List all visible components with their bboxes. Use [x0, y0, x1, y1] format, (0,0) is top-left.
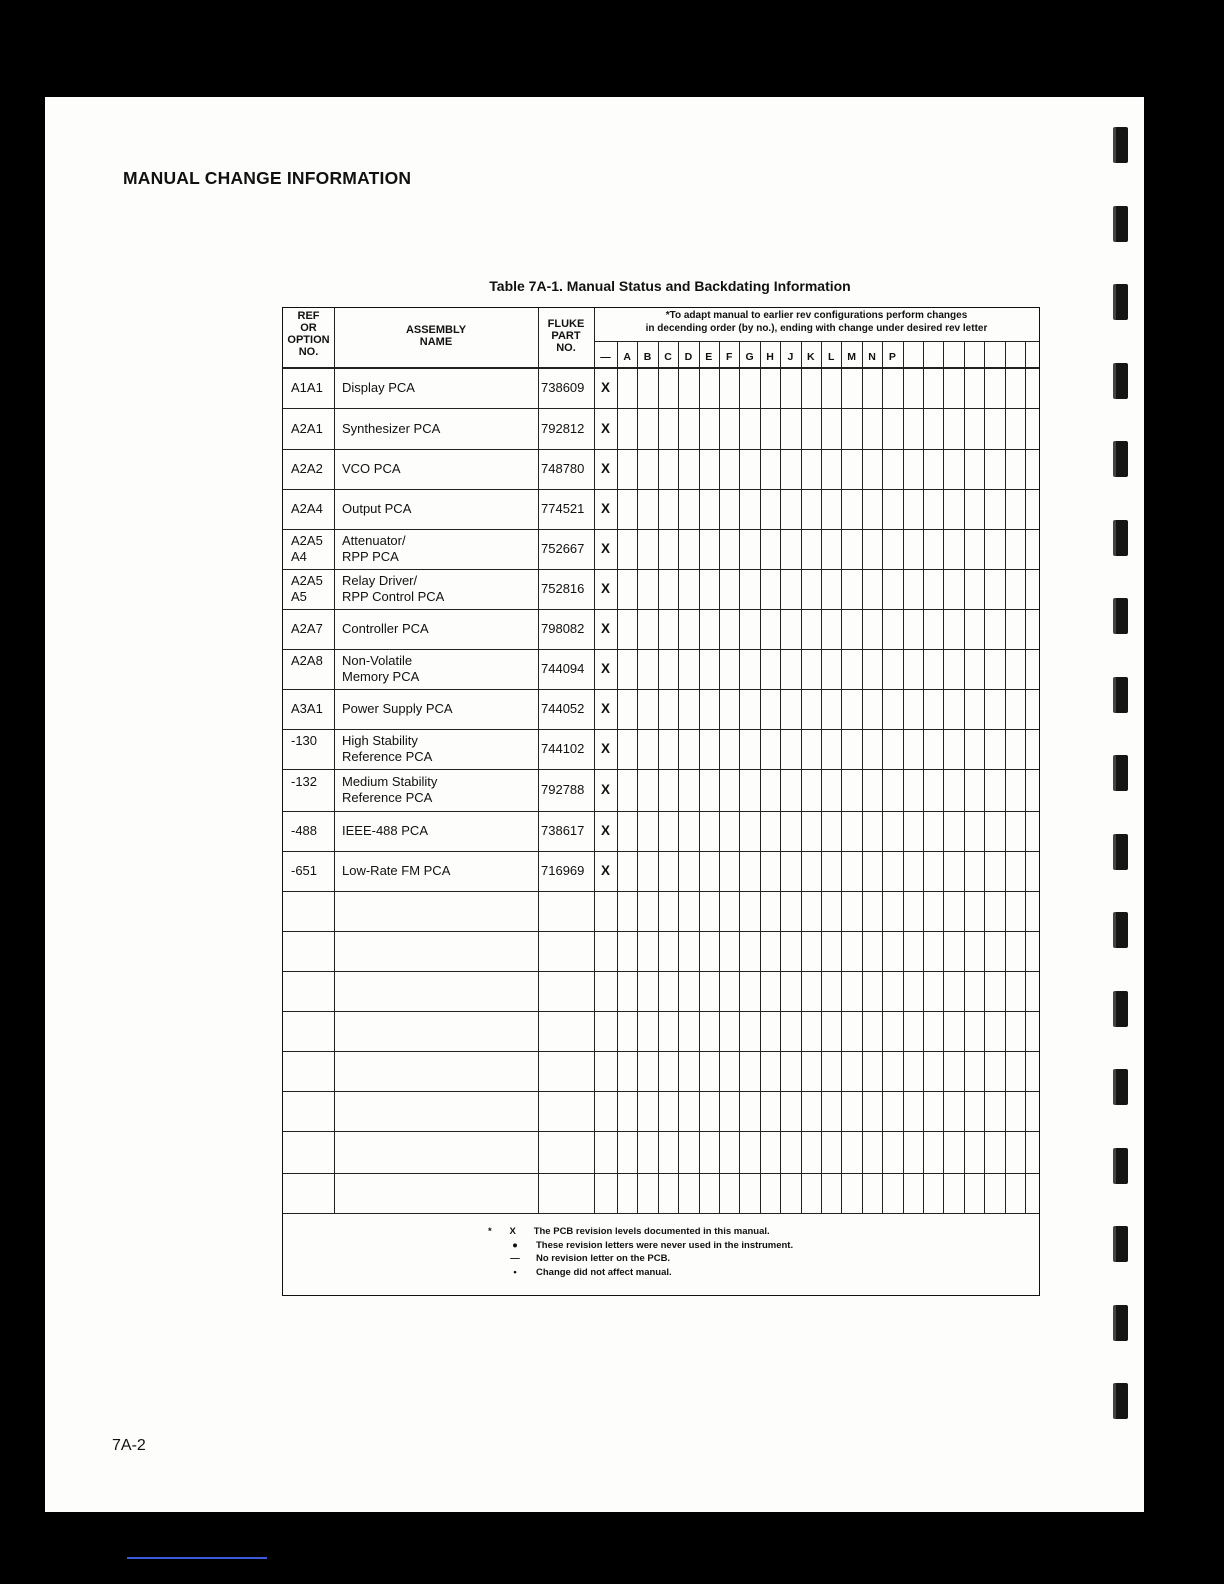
row-line: [283, 1213, 1039, 1214]
row-line: [283, 529, 1039, 530]
revision-letter: P: [888, 351, 896, 363]
part-number-cell: 798082: [541, 621, 585, 636]
revision-letter: K: [806, 351, 815, 363]
revision-column-line: [862, 341, 863, 1213]
row-line: [283, 1051, 1039, 1052]
revision-column-line: [801, 341, 802, 1213]
binder-hole-mark: [1113, 991, 1128, 1027]
revision-x-mark: X: [601, 379, 611, 395]
assembly-name-cell: Display PCA: [342, 379, 415, 395]
document-page: [45, 97, 1144, 1512]
note-header-line1: *To adapt manual to earlier rev configurations perform changes: [665, 310, 968, 321]
header-divider: [594, 341, 1039, 342]
ref-option-cell: -651: [291, 863, 318, 878]
revision-x-mark: X: [601, 420, 611, 436]
legend-symbol: X: [509, 1226, 516, 1237]
row-line: [283, 971, 1039, 972]
revision-column-line: [760, 341, 761, 1213]
legend-item: [488, 1253, 670, 1264]
revision-column-line: [678, 341, 679, 1213]
ref-option-cell: A2A1: [291, 420, 323, 436]
row-line: [283, 769, 1039, 770]
binder-edge: [1108, 127, 1136, 1507]
revision-x-mark: X: [601, 501, 611, 516]
row-line: [283, 729, 1039, 730]
revision-letter: L: [827, 351, 835, 363]
revision-letter: G: [745, 351, 754, 363]
revision-x-mark: X: [601, 823, 611, 838]
revision-letter: F: [725, 351, 733, 363]
part-number-cell: 738617: [541, 823, 585, 838]
row-line: [283, 367, 1039, 369]
ref-option-cell: A1A1: [291, 379, 323, 395]
row-line: [283, 931, 1039, 932]
table-caption: Table 7A-1. Manual Status and Backdating Information: [489, 278, 851, 294]
revision-column-line: [617, 341, 618, 1213]
revision-column-line: [699, 341, 700, 1213]
binder-hole-mark: [1113, 206, 1128, 242]
revision-x-mark: X: [601, 581, 611, 596]
ref-option-cell: A2A5 A4: [291, 533, 323, 564]
binder-hole-mark: [1113, 284, 1128, 320]
row-line: [283, 449, 1039, 450]
revision-column-line: [984, 341, 985, 1213]
row-line: [283, 811, 1039, 812]
assembly-name-cell: Controller PCA: [342, 621, 429, 636]
binder-hole-mark: [1113, 363, 1128, 399]
binder-hole-mark: [1113, 677, 1128, 713]
revision-letter: M: [847, 351, 856, 363]
revision-column-line: [637, 341, 638, 1213]
row-line: [283, 851, 1039, 852]
binder-hole-mark: [1113, 1226, 1128, 1262]
ref-option-cell: -488: [291, 823, 318, 838]
revision-letter: B: [643, 351, 652, 363]
binder-hole-mark: [1113, 1305, 1128, 1341]
revision-column-line: [1005, 341, 1006, 1213]
part-number-cell: 716969: [541, 863, 585, 878]
legend-text: These revision letters were never used in the instrument.: [536, 1239, 794, 1251]
revision-x-mark: X: [601, 782, 611, 797]
row-line: [283, 689, 1039, 690]
row-line: [283, 1131, 1039, 1132]
assembly-name-cell: Synthesizer PCA: [342, 420, 441, 436]
row-line: [283, 609, 1039, 610]
revision-letter: H: [766, 351, 774, 363]
legend-item: [488, 1240, 793, 1251]
assembly-name-cell: Low-Rate FM PCA: [342, 863, 451, 878]
part-number-cell: 752816: [541, 581, 585, 596]
revision-column-line: [719, 341, 720, 1213]
assembly-name-cell: Output PCA: [342, 501, 412, 516]
revision-column-line: [821, 341, 822, 1213]
legend-symbol: ●: [512, 1239, 518, 1251]
section-title: MANUAL CHANGE INFORMATION: [123, 168, 412, 188]
column-divider: [538, 308, 539, 1213]
assembly-name-cell: IEEE-488 PCA: [342, 823, 428, 838]
revision-x-mark: X: [601, 701, 611, 716]
revision-column-line: [903, 341, 904, 1213]
revision-x-mark: X: [601, 541, 611, 556]
assembly-name-cell: VCO PCA: [342, 461, 401, 476]
revision-letter: C: [664, 351, 672, 363]
legend-asterisk: *: [488, 1226, 492, 1237]
revision-letter: —: [600, 351, 611, 363]
ref-option-cell: -130: [291, 733, 318, 748]
assembly-name-cell: High Stability Reference PCA: [342, 733, 433, 764]
part-number-cell: 744052: [541, 701, 585, 716]
binder-hole-mark: [1113, 127, 1128, 163]
revision-column-line: [780, 341, 781, 1213]
revision-x-mark: X: [601, 741, 611, 756]
row-line: [283, 489, 1039, 490]
legend-item: [488, 1267, 672, 1278]
binder-hole-mark: [1113, 1069, 1128, 1105]
part-number-cell: 774521: [541, 501, 585, 516]
part-number-cell: 748780: [541, 461, 585, 476]
revision-letter: N: [868, 351, 876, 363]
revision-column-line: [1025, 341, 1026, 1213]
binder-hole-mark: [1113, 834, 1128, 870]
revision-x-mark: X: [601, 661, 611, 676]
ref-option-cell: A2A4: [291, 501, 323, 516]
page-number: 7A-2: [112, 1437, 146, 1454]
binder-hole-mark: [1113, 755, 1128, 791]
scan-edge-line: [127, 1557, 267, 1559]
row-line: [283, 408, 1039, 409]
note-header-line2: in decending order (by no.), ending with change under desired rev letter: [645, 323, 988, 334]
revision-column-line: [739, 341, 740, 1213]
legend-symbol: —: [510, 1253, 520, 1264]
revision-column-line: [943, 341, 944, 1213]
revision-letter: D: [684, 351, 693, 363]
assembly-name-cell: Attenuator/ RPP PCA: [342, 533, 406, 564]
ref-header: REF OR OPTION NO.: [287, 310, 330, 358]
row-line: [283, 1011, 1039, 1012]
binder-hole-mark: [1113, 1383, 1128, 1419]
part-number-cell: 792788: [541, 782, 585, 797]
legend-text: No revision letter on the PCB.: [536, 1253, 671, 1264]
part-header: FLUKE PART NO.: [547, 318, 585, 354]
revision-x-mark: X: [601, 621, 611, 636]
assembly-name-cell: Relay Driver/ RPP Control PCA: [342, 573, 445, 604]
assembly-name-cell: Non-Volatile Memory PCA: [342, 653, 420, 684]
binder-hole-mark: [1113, 1148, 1128, 1184]
binder-hole-mark: [1113, 520, 1128, 556]
ref-option-cell: A3A1: [291, 701, 323, 716]
revision-column-line: [882, 341, 883, 1213]
part-number-cell: 792812: [541, 420, 585, 436]
revision-column-line: [923, 341, 924, 1213]
binder-hole-mark: [1113, 598, 1128, 634]
ref-option-cell: A2A2: [291, 461, 323, 476]
part-number-cell: 738609: [541, 379, 585, 395]
part-number-cell: 752667: [541, 541, 585, 556]
revision-column-line: [658, 341, 659, 1213]
part-number-cell: 744102: [541, 741, 585, 756]
binder-hole-mark: [1113, 912, 1128, 948]
row-line: [283, 1091, 1039, 1092]
legend-text: Change did not affect manual.: [536, 1266, 672, 1278]
ref-option-cell: -132: [291, 774, 318, 789]
row-line: [283, 649, 1039, 650]
legend-item: [488, 1226, 770, 1237]
revision-letter: A: [623, 351, 631, 363]
assembly-name-cell: Power Supply PCA: [342, 701, 453, 716]
revision-column-line: [841, 341, 842, 1213]
ref-option-cell: A2A7: [291, 621, 323, 636]
legend-text: The PCB revision levels documented in this manual.: [533, 1226, 770, 1237]
assembly-name-cell: Medium Stability Reference PCA: [342, 774, 438, 805]
revision-x-mark: X: [601, 461, 611, 476]
column-divider: [334, 308, 335, 1213]
ref-option-cell: A2A5 A5: [291, 573, 323, 604]
revision-letter: J: [787, 351, 794, 363]
backdating-table: [282, 307, 1040, 1296]
column-divider: [594, 308, 595, 1213]
ref-option-cell: A2A8: [291, 653, 323, 668]
part-number-cell: 744094: [541, 661, 585, 676]
row-line: [283, 569, 1039, 570]
revision-x-mark: X: [601, 863, 611, 878]
row-line: [283, 1173, 1039, 1174]
assembly-header: ASSEMBLY NAME: [405, 324, 467, 348]
legend-symbol: •: [513, 1266, 517, 1278]
revision-letter: E: [705, 351, 713, 363]
binder-hole-mark: [1113, 441, 1128, 477]
row-line: [283, 891, 1039, 892]
revision-column-line: [964, 341, 965, 1213]
